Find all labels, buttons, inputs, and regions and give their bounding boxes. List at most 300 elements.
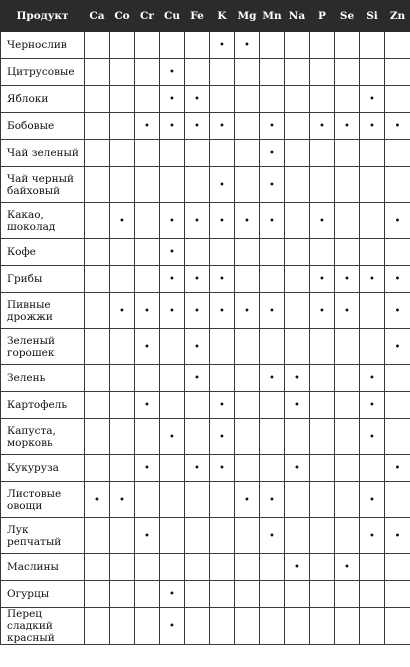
empty-cell [235,581,260,608]
presence-dot-cell [360,482,385,518]
presence-dot-cell [335,293,360,329]
empty-cell [85,608,110,645]
empty-cell [185,554,210,581]
table-row [1,266,410,293]
presence-dot-cell [185,455,210,482]
empty-cell [285,266,310,293]
empty-cell [385,392,410,419]
column-header-product: Продукт [1,1,85,32]
empty-cell [185,581,210,608]
empty-cell [360,329,385,365]
presence-dot-cell [385,329,410,365]
column-header-element: Mn [260,1,285,32]
table-row [1,203,410,239]
presence-dot-cell [135,392,160,419]
empty-cell [210,86,235,113]
empty-cell [285,329,310,365]
product-name-cell: Огурцы [1,581,85,608]
empty-cell [310,554,335,581]
empty-cell [160,32,185,59]
empty-cell [285,140,310,167]
product-name-cell: Чай черный байховый [1,167,85,203]
empty-cell [335,140,360,167]
presence-dot-cell [210,167,235,203]
product-name-cell: Капуста, морковь [1,419,85,455]
empty-cell [135,266,160,293]
table-row [1,329,410,365]
table-row [1,482,410,518]
empty-cell [310,59,335,86]
table-row [1,86,410,113]
empty-cell [160,140,185,167]
empty-cell [160,554,185,581]
table-row [1,140,410,167]
presence-dot-cell [185,113,210,140]
empty-cell [335,59,360,86]
empty-cell [160,365,185,392]
empty-cell [110,455,135,482]
presence-dot-cell [160,86,185,113]
empty-cell [235,140,260,167]
empty-cell [360,59,385,86]
presence-dot-cell [260,140,285,167]
column-header-element: Se [335,1,360,32]
empty-cell [110,365,135,392]
empty-cell [110,32,135,59]
empty-cell [85,293,110,329]
empty-cell [260,329,285,365]
product-name-cell: Чай зеленый [1,140,85,167]
empty-cell [335,392,360,419]
empty-cell [385,554,410,581]
product-name-cell: Перец сладкий красный [1,608,85,645]
empty-cell [110,608,135,645]
empty-cell [335,32,360,59]
empty-cell [135,554,160,581]
table-row [1,365,410,392]
presence-dot-cell [135,293,160,329]
product-name-cell: Какао, шоколад [1,203,85,239]
empty-cell [310,239,335,266]
empty-cell [335,239,360,266]
empty-cell [210,554,235,581]
table-row [1,581,410,608]
presence-dot-cell [160,581,185,608]
empty-cell [335,365,360,392]
empty-cell [110,329,135,365]
empty-cell [185,59,210,86]
empty-cell [110,239,135,266]
empty-cell [310,482,335,518]
empty-cell [85,455,110,482]
presence-dot-cell [335,554,360,581]
presence-dot-cell [310,203,335,239]
presence-dot-cell [385,113,410,140]
empty-cell [235,419,260,455]
empty-cell [285,203,310,239]
empty-cell [110,140,135,167]
presence-dot-cell [185,203,210,239]
presence-dot-cell [310,293,335,329]
empty-cell [310,392,335,419]
table-row [1,113,410,140]
presence-dot-cell [285,392,310,419]
empty-cell [260,554,285,581]
product-name-cell: Картофель [1,392,85,419]
empty-cell [260,455,285,482]
empty-cell [85,32,110,59]
empty-cell [110,554,135,581]
presence-dot-cell [235,32,260,59]
empty-cell [85,266,110,293]
presence-dot-cell [85,482,110,518]
presence-dot-cell [310,266,335,293]
presence-dot-cell [260,113,285,140]
empty-cell [260,32,285,59]
empty-cell [310,581,335,608]
presence-dot-cell [210,455,235,482]
empty-cell [360,293,385,329]
empty-cell [85,392,110,419]
empty-cell [385,140,410,167]
product-name-cell: Кукуруза [1,455,85,482]
presence-dot-cell [135,113,160,140]
empty-cell [385,581,410,608]
empty-cell [310,86,335,113]
empty-cell [110,419,135,455]
empty-cell [135,419,160,455]
empty-cell [285,32,310,59]
empty-cell [335,455,360,482]
presence-dot-cell [385,293,410,329]
presence-dot-cell [210,392,235,419]
empty-cell [135,59,160,86]
empty-cell [235,554,260,581]
table-header-row [1,1,410,32]
presence-dot-cell [185,293,210,329]
presence-dot-cell [110,482,135,518]
presence-dot-cell [110,203,135,239]
presence-dot-cell [335,113,360,140]
empty-cell [285,608,310,645]
presence-dot-cell [310,113,335,140]
empty-cell [235,518,260,554]
empty-cell [160,455,185,482]
empty-cell [235,239,260,266]
presence-dot-cell [285,365,310,392]
empty-cell [285,581,310,608]
empty-cell [110,518,135,554]
presence-dot-cell [135,455,160,482]
product-name-cell: Лук репчатый [1,518,85,554]
empty-cell [285,482,310,518]
presence-dot-cell [135,518,160,554]
empty-cell [210,329,235,365]
empty-cell [135,32,160,59]
empty-cell [235,392,260,419]
empty-cell [210,518,235,554]
empty-cell [260,59,285,86]
empty-cell [135,482,160,518]
presence-dot-cell [135,329,160,365]
empty-cell [360,608,385,645]
empty-cell [285,239,310,266]
empty-cell [235,167,260,203]
empty-cell [135,581,160,608]
presence-dot-cell [160,203,185,239]
empty-cell [210,581,235,608]
presence-dot-cell [235,482,260,518]
empty-cell [185,419,210,455]
presence-dot-cell [360,86,385,113]
empty-cell [85,239,110,266]
presence-dot-cell [160,608,185,645]
empty-cell [110,167,135,203]
empty-cell [210,608,235,645]
table-row [1,167,410,203]
presence-dot-cell [110,293,135,329]
empty-cell [335,167,360,203]
empty-cell [110,581,135,608]
empty-cell [335,419,360,455]
empty-cell [185,392,210,419]
presence-dot-cell [235,203,260,239]
presence-dot-cell [260,518,285,554]
empty-cell [310,329,335,365]
presence-dot-cell [360,266,385,293]
product-name-cell: Зеленый горошек [1,329,85,365]
empty-cell [210,239,235,266]
product-name-cell: Цитрусовые [1,59,85,86]
empty-cell [160,167,185,203]
presence-dot-cell [185,266,210,293]
empty-cell [260,266,285,293]
empty-cell [160,482,185,518]
empty-cell [310,608,335,645]
table-row [1,419,410,455]
column-header-element: Zn [385,1,410,32]
empty-cell [310,419,335,455]
empty-cell [285,113,310,140]
empty-cell [135,203,160,239]
column-header-element: Fe [185,1,210,32]
product-name-cell: Пивные дрожжи [1,293,85,329]
empty-cell [85,167,110,203]
presence-dot-cell [335,266,360,293]
empty-cell [260,419,285,455]
empty-cell [335,203,360,239]
empty-cell [335,329,360,365]
empty-cell [360,554,385,581]
empty-cell [360,455,385,482]
product-name-cell: Маслины [1,554,85,581]
empty-cell [85,518,110,554]
empty-cell [310,140,335,167]
empty-cell [235,266,260,293]
presence-dot-cell [210,266,235,293]
empty-cell [85,419,110,455]
presence-dot-cell [360,365,385,392]
empty-cell [285,293,310,329]
empty-cell [235,365,260,392]
presence-dot-cell [260,365,285,392]
empty-cell [185,167,210,203]
empty-cell [310,455,335,482]
presence-dot-cell [160,419,185,455]
empty-cell [360,140,385,167]
presence-dot-cell [360,419,385,455]
product-name-cell: Зелень [1,365,85,392]
table-row [1,239,410,266]
presence-dot-cell [210,419,235,455]
product-name-cell: Яблоки [1,86,85,113]
empty-cell [110,59,135,86]
empty-cell [310,167,335,203]
presence-dot-cell [385,518,410,554]
empty-cell [110,113,135,140]
empty-cell [335,581,360,608]
empty-cell [335,86,360,113]
presence-dot-cell [360,518,385,554]
empty-cell [210,140,235,167]
table-row [1,518,410,554]
empty-cell [385,419,410,455]
empty-cell [385,608,410,645]
empty-cell [260,392,285,419]
empty-cell [85,329,110,365]
product-name-cell: Бобовые [1,113,85,140]
table-row [1,59,410,86]
empty-cell [110,392,135,419]
product-name-cell: Листовые овощи [1,482,85,518]
table-row [1,455,410,482]
empty-cell [335,518,360,554]
empty-cell [260,86,285,113]
empty-cell [185,32,210,59]
presence-dot-cell [185,329,210,365]
empty-cell [135,239,160,266]
empty-cell [285,167,310,203]
column-header-element: Si [360,1,385,32]
presence-dot-cell [285,455,310,482]
empty-cell [310,365,335,392]
empty-cell [360,32,385,59]
presence-dot-cell [260,203,285,239]
presence-dot-cell [385,266,410,293]
empty-cell [310,32,335,59]
empty-cell [310,518,335,554]
empty-cell [385,32,410,59]
empty-cell [135,86,160,113]
presence-dot-cell [360,113,385,140]
table-row [1,32,410,59]
empty-cell [235,59,260,86]
presence-dot-cell [260,167,285,203]
empty-cell [235,86,260,113]
presence-dot-cell [210,32,235,59]
empty-cell [135,365,160,392]
column-header-element: Cu [160,1,185,32]
table-row [1,608,410,645]
empty-cell [85,554,110,581]
table-row [1,392,410,419]
column-header-element: Co [110,1,135,32]
empty-cell [360,203,385,239]
empty-cell [385,482,410,518]
empty-cell [210,59,235,86]
column-header-element: P [310,1,335,32]
empty-cell [335,608,360,645]
presence-dot-cell [285,554,310,581]
empty-cell [335,482,360,518]
empty-cell [185,140,210,167]
empty-cell [385,167,410,203]
empty-cell [210,365,235,392]
presence-dot-cell [185,365,210,392]
empty-cell [185,518,210,554]
presence-dot-cell [360,392,385,419]
presence-dot-cell [210,113,235,140]
presence-dot-cell [210,203,235,239]
presence-dot-cell [160,59,185,86]
column-header-element: Mg [235,1,260,32]
empty-cell [85,59,110,86]
presence-dot-cell [235,293,260,329]
empty-cell [385,59,410,86]
empty-cell [160,518,185,554]
empty-cell [185,608,210,645]
empty-cell [260,608,285,645]
presence-dot-cell [185,86,210,113]
column-header-element: K [210,1,235,32]
empty-cell [135,140,160,167]
empty-cell [360,581,385,608]
column-header-element: Ca [85,1,110,32]
presence-dot-cell [160,113,185,140]
empty-cell [235,455,260,482]
empty-cell [85,86,110,113]
empty-cell [385,365,410,392]
table-row [1,554,410,581]
empty-cell [260,581,285,608]
column-header-element: Na [285,1,310,32]
empty-cell [185,239,210,266]
empty-cell [185,482,210,518]
empty-cell [85,365,110,392]
empty-cell [210,482,235,518]
empty-cell [360,167,385,203]
presence-dot-cell [210,293,235,329]
empty-cell [135,167,160,203]
empty-cell [235,608,260,645]
empty-cell [110,266,135,293]
empty-cell [285,419,310,455]
empty-cell [260,239,285,266]
presence-dot-cell [260,482,285,518]
empty-cell [110,86,135,113]
table-row [1,293,410,329]
table-body [1,32,410,645]
presence-dot-cell [160,239,185,266]
presence-dot-cell [260,293,285,329]
product-name-cell: Кофе [1,239,85,266]
empty-cell [285,86,310,113]
empty-cell [285,518,310,554]
presence-dot-cell [160,266,185,293]
empty-cell [85,581,110,608]
presence-dot-cell [160,293,185,329]
empty-cell [235,329,260,365]
